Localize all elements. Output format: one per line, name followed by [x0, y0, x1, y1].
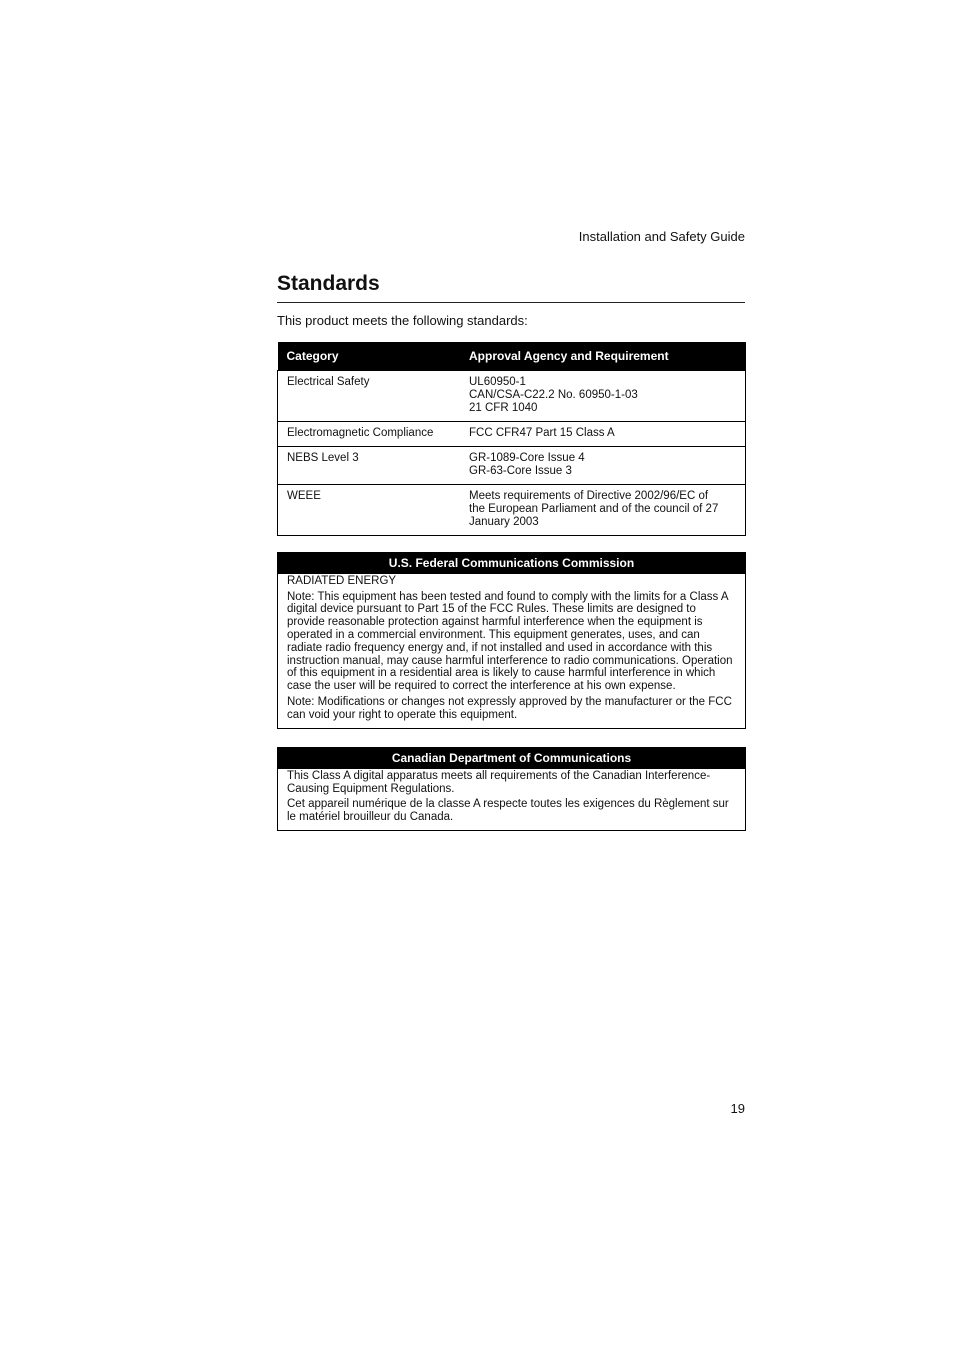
requirement-line: GR-1089-Core Issue 4 [469, 452, 585, 464]
requirement-line: 21 CFR 1040 [469, 402, 538, 414]
requirement-line: CAN/CSA-C22.2 No. 60950-1-03 [469, 389, 638, 401]
standards-table [277, 342, 746, 536]
table-row [278, 422, 746, 447]
requirement-line: FCC CFR47 Part 15 Class A [469, 427, 615, 439]
fcc-notice-title: U.S. Federal Communications Commission [278, 553, 745, 574]
requirement-line: the European Parliament and of the council of 27 [469, 503, 719, 515]
table-row [278, 485, 746, 536]
running-header: Installation and Safety Guide [578, 229, 745, 244]
requirement-line: UL60950-1 [469, 376, 526, 388]
column-header-agency: Approval Agency and Requirement [460, 342, 746, 371]
intro-text: This product meets the following standards: [277, 313, 528, 328]
page-title: Standards [277, 271, 745, 303]
fcc-heading: RADIATED ENERGY [287, 574, 397, 587]
canada-paragraph: Cet appareil numérique de la classe A respecte toutes les exigences du Règlement sur le matériel brouilleur du Canada. [287, 798, 729, 824]
fcc-paragraph: Note: This equipment has been tested and found to comply with the limits for a Class A digital device pursuant to Part 15 of the FCC Rules. These limits are designed to provide reasonable protection against harmful interference when the equipment is operated in a commercial environment. This equipment generates, uses, and can radiate radio frequency energy and, if not installed and used in accordance with this instruction manual, may cause harmful interference to radio communications. Operation of this equipment in a residential area is likely to cause harmful interference in which case the user will be required to correct the interference at his own expense. [287, 590, 733, 693]
requirement-cell [460, 422, 746, 447]
table-row [278, 371, 746, 422]
fcc-notice-body [278, 575, 745, 728]
requirement-cell [460, 447, 746, 485]
fcc-paragraph: Note: Modifications or changes not expressly approved by the manufacturer or the FCC can void your right to operate this equipment. [287, 695, 732, 721]
canada-notice-body [278, 770, 745, 830]
category-cell: Electromagnetic Compliance [278, 422, 461, 447]
requirement-cell [460, 371, 746, 422]
requirement-cell [460, 485, 746, 536]
requirement-line: January 2003 [469, 516, 539, 528]
category-cell: NEBS Level 3 [278, 447, 461, 485]
canada-notice-title: Canadian Department of Communications [278, 748, 745, 769]
page-number: 19 [730, 1101, 745, 1116]
table-row [278, 447, 746, 485]
fcc-notice-box [277, 552, 746, 729]
category-cell: Electrical Safety [278, 371, 461, 422]
requirement-line: GR-63-Core Issue 3 [469, 465, 572, 477]
requirement-line: Meets requirements of Directive 2002/96/EC of [469, 490, 709, 502]
canada-notice-box [277, 747, 746, 831]
column-header-category: Category [278, 342, 461, 371]
category-cell: WEEE [278, 485, 461, 536]
canada-paragraph: This Class A digital apparatus meets all requirements of the Canadian Interference-Causing Equipment Regulations. [287, 769, 711, 795]
table-header-row [278, 342, 746, 371]
